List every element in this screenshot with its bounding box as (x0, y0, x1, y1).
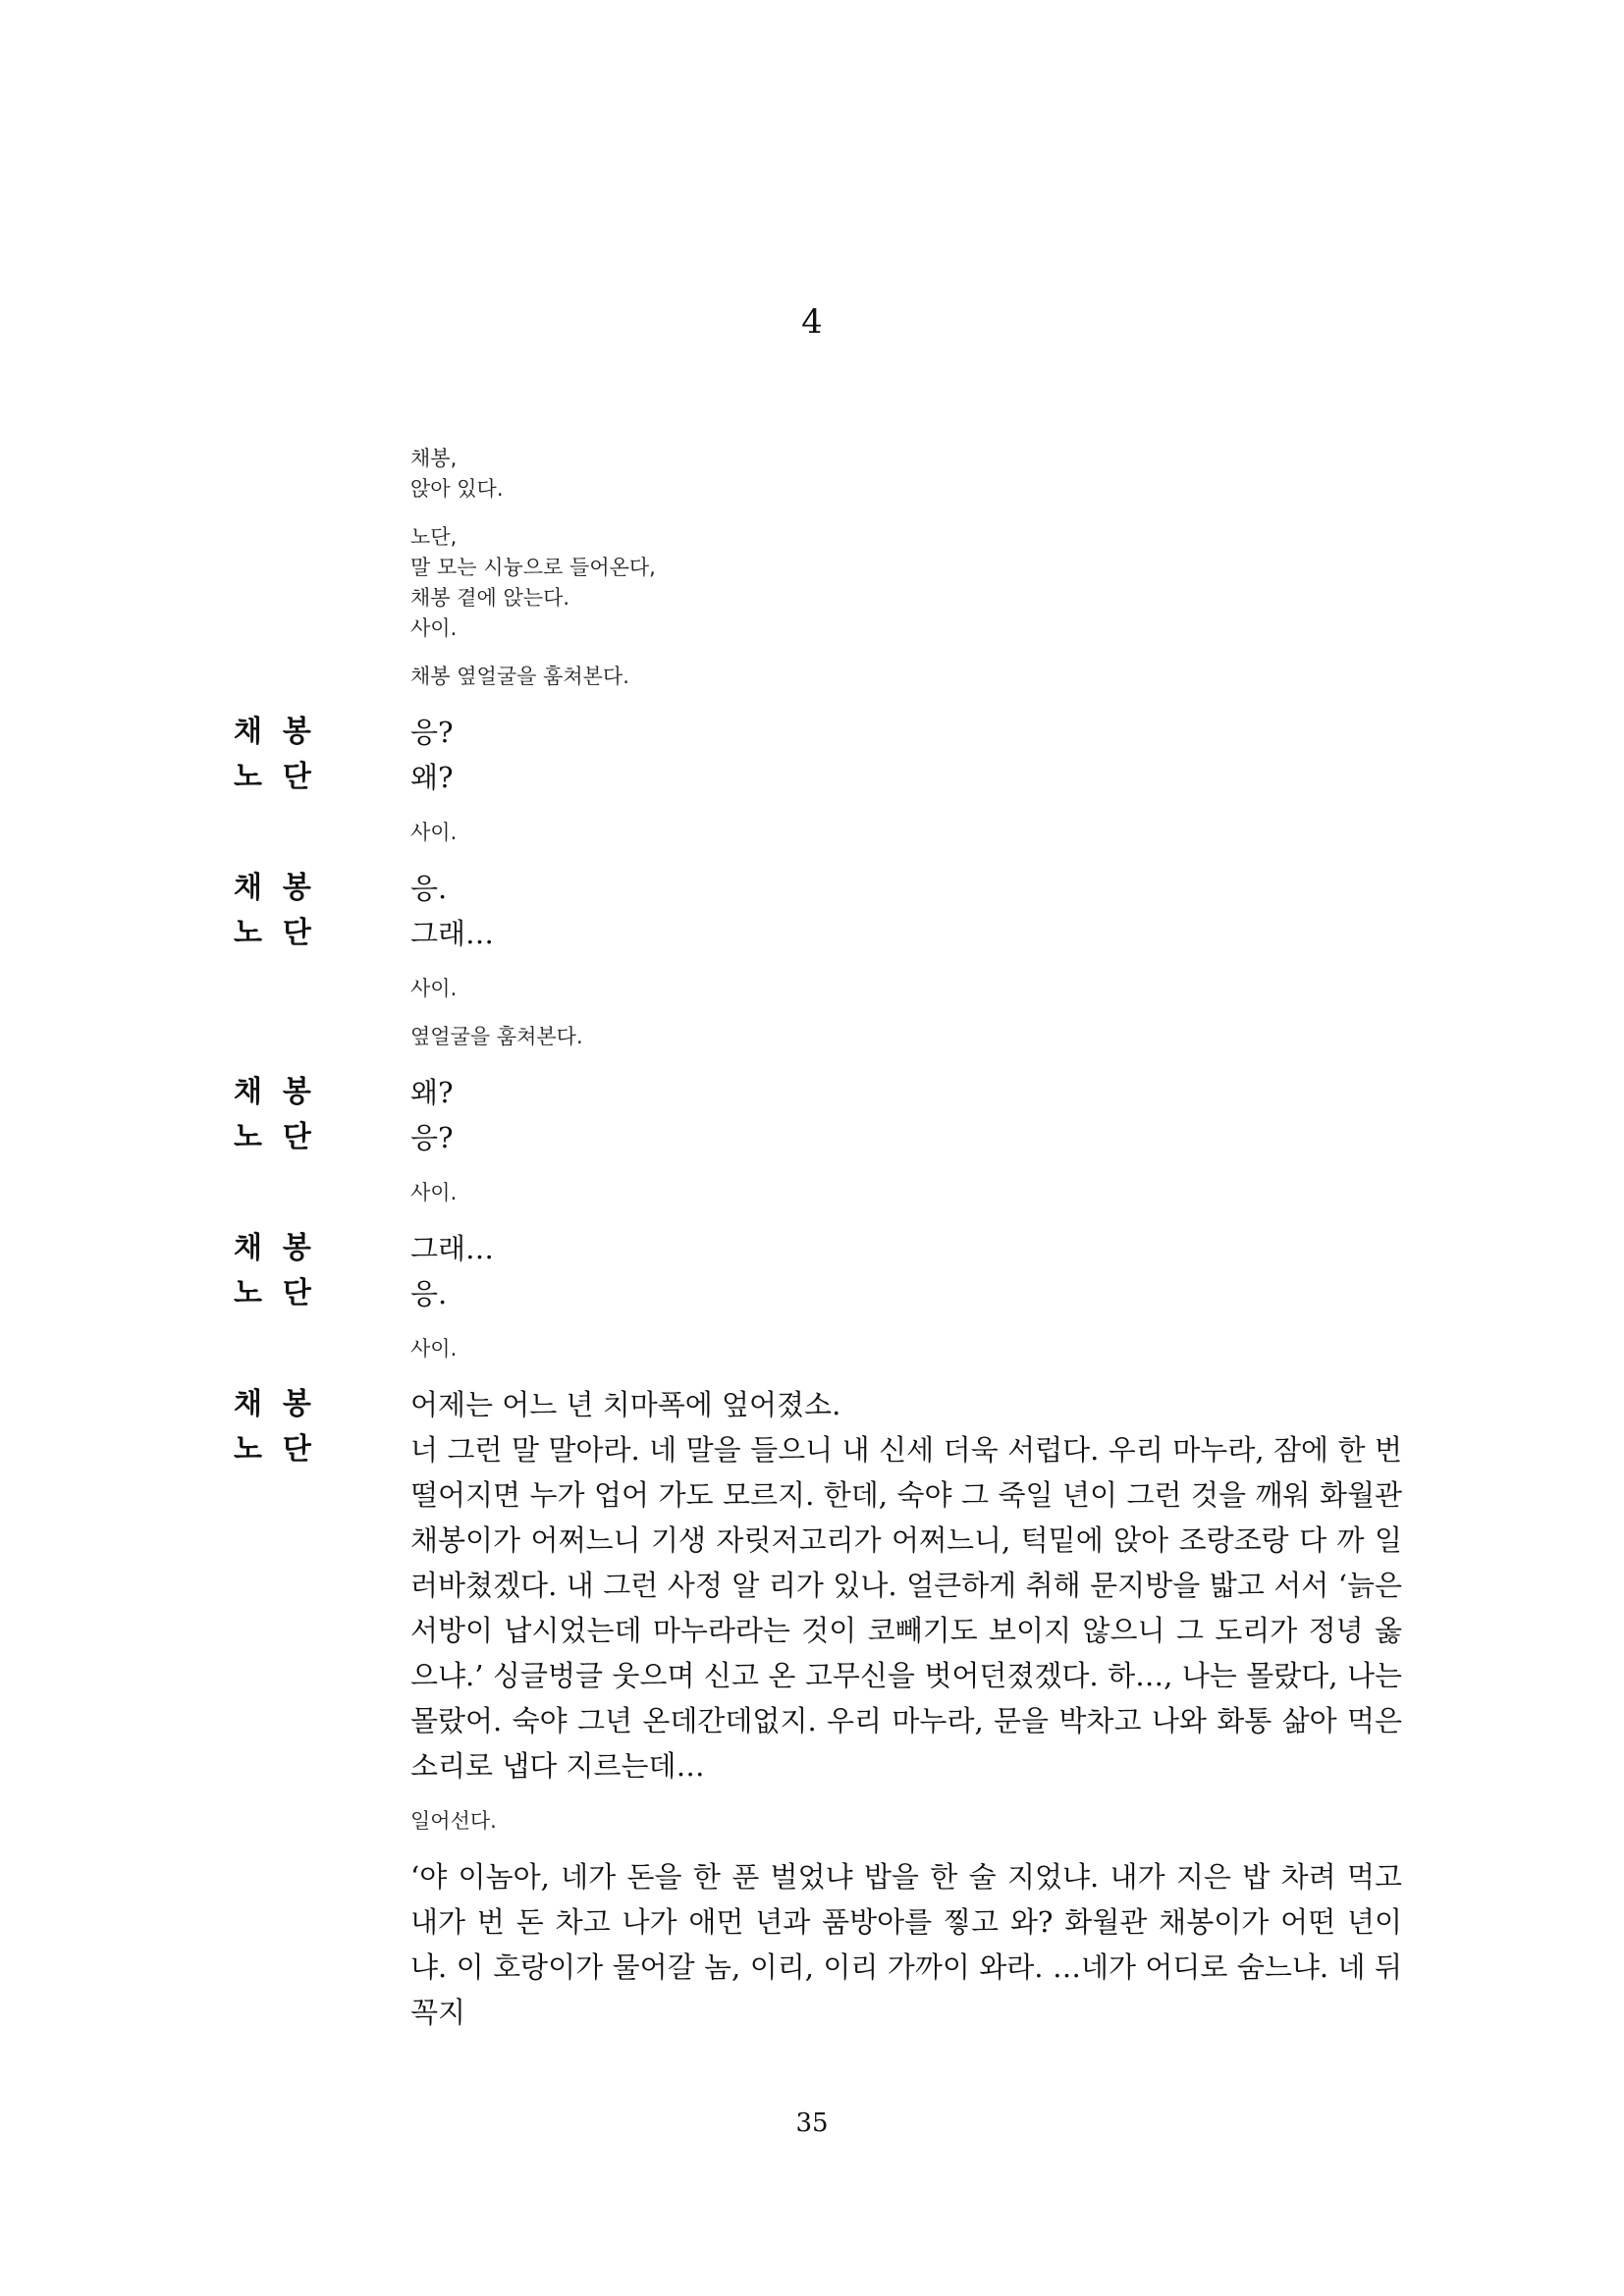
stage-direction: 사이. (410, 977, 458, 1000)
dialogue-line (234, 1854, 1402, 2035)
dialogue-line (234, 1271, 1402, 1316)
speaker-name: 채 봉 (234, 1075, 311, 1109)
scene-number: 4 (801, 302, 823, 342)
direction-line: 사이. (410, 616, 458, 640)
dialogue-line (234, 1382, 1402, 1427)
direction-line: 앉아 있다. (410, 477, 504, 501)
stage-direction: 사이. (410, 821, 458, 844)
page-number: 35 (795, 2109, 829, 2138)
dialogue-text: 그래… (410, 1232, 495, 1265)
speaker-name: 노 단 (234, 1276, 311, 1310)
speaker-name: 노 단 (234, 1120, 311, 1154)
speaker-name: 노 단 (234, 760, 311, 794)
dialogue-line (234, 1115, 1402, 1160)
stage-direction: 사이. (410, 1337, 458, 1361)
speaker-name: 채 봉 (234, 715, 311, 749)
stage-direction: 일어선다. (410, 1809, 497, 1833)
dialogue-text: 응? (410, 716, 454, 749)
dialogue-line (234, 1427, 1402, 1789)
dialogue-line (234, 911, 1402, 956)
stage-direction: 옆얼굴을 훔쳐본다. (410, 1025, 583, 1048)
direction-line: 말 모는 시늉으로 들어온다, (410, 556, 656, 579)
dialogue-line (234, 1226, 1402, 1271)
speaker-name: 채 봉 (234, 871, 311, 905)
stage-direction (410, 444, 1402, 505)
dialogue-text: 너 그런 말 말아라. 네 말을 들으니 내 신세 더욱 서럽다. 우리 마누라, 잠에 한 번 떨어지면 누가 업어 가도 모르지. 한데, 숙야 그 죽일 년이 그런 것을 깨워 화월관 채봉이가 어쩌느니 기생 자릿저고리가 어쩌느니, 턱밑에 앉아 조랑조랑 다 까 일러바쳤겠다. 내 그런 사정 알 리가 있나. 얼큰하게 취해 문지방을 밟고 서서 ‘늙은 서방이 납시었는데 마누라라는 것이 코빼기도 보이지 않으니 그 도리가 정녕 옳으냐.’ 싱글벙글 웃으며 신고 온 고무신을 벗어던졌겠다. 하…, 나는 몰랐다, 나는 몰랐어. 숙야 그년 온데간데없지. 우리 마누라, 문을 박차고 나와 화통 삶아 먹은 소리로 냅다 지르는데… (410, 1433, 1402, 1783)
dialogue-text: 어제는 어느 년 치마폭에 엎어졌소. (410, 1388, 841, 1421)
dialogue-text: 응. (410, 872, 448, 905)
stage-direction: 채봉 옆얼굴을 훔쳐본다. (410, 665, 629, 688)
script-body (234, 444, 1402, 2035)
direction-line: 채봉 곁에 앉는다. (410, 586, 570, 610)
dialogue-text: 응. (410, 1277, 448, 1310)
speaker-name: 채 봉 (234, 1387, 311, 1421)
speaker-name: 채 봉 (234, 1231, 311, 1265)
dialogue-line (234, 1070, 1402, 1115)
dialogue-line (234, 710, 1402, 755)
dialogue-text: ‘야 이놈아, 네가 돈을 한 푼 벌었냐 밥을 한 술 지었냐. 내가 지은 밥 차려 먹고 내가 번 돈 차고 나가 애먼 년과 품방아를 찧고 와? 화월관 채봉이가 어떤 년이냐. 이 호랑이가 물어갈 놈, 이리, 이리 가까이 와라. …네가 어디로 숨느냐. 네 뒤꼭지 (410, 1860, 1402, 2029)
direction-line: 채봉, (410, 447, 458, 470)
dialogue-text: 그래… (410, 917, 495, 950)
dialogue-text: 응? (410, 1121, 454, 1154)
speaker-name: 노 단 (234, 1432, 311, 1467)
dialogue-text: 왜? (410, 761, 454, 794)
dialogue-line (234, 755, 1402, 800)
stage-direction: 사이. (410, 1181, 458, 1204)
dialogue-line (234, 866, 1402, 911)
dialogue-text: 왜? (410, 1076, 454, 1109)
direction-line: 노단, (410, 525, 458, 549)
stage-direction (410, 522, 1402, 644)
speaker-name: 노 단 (234, 916, 311, 950)
